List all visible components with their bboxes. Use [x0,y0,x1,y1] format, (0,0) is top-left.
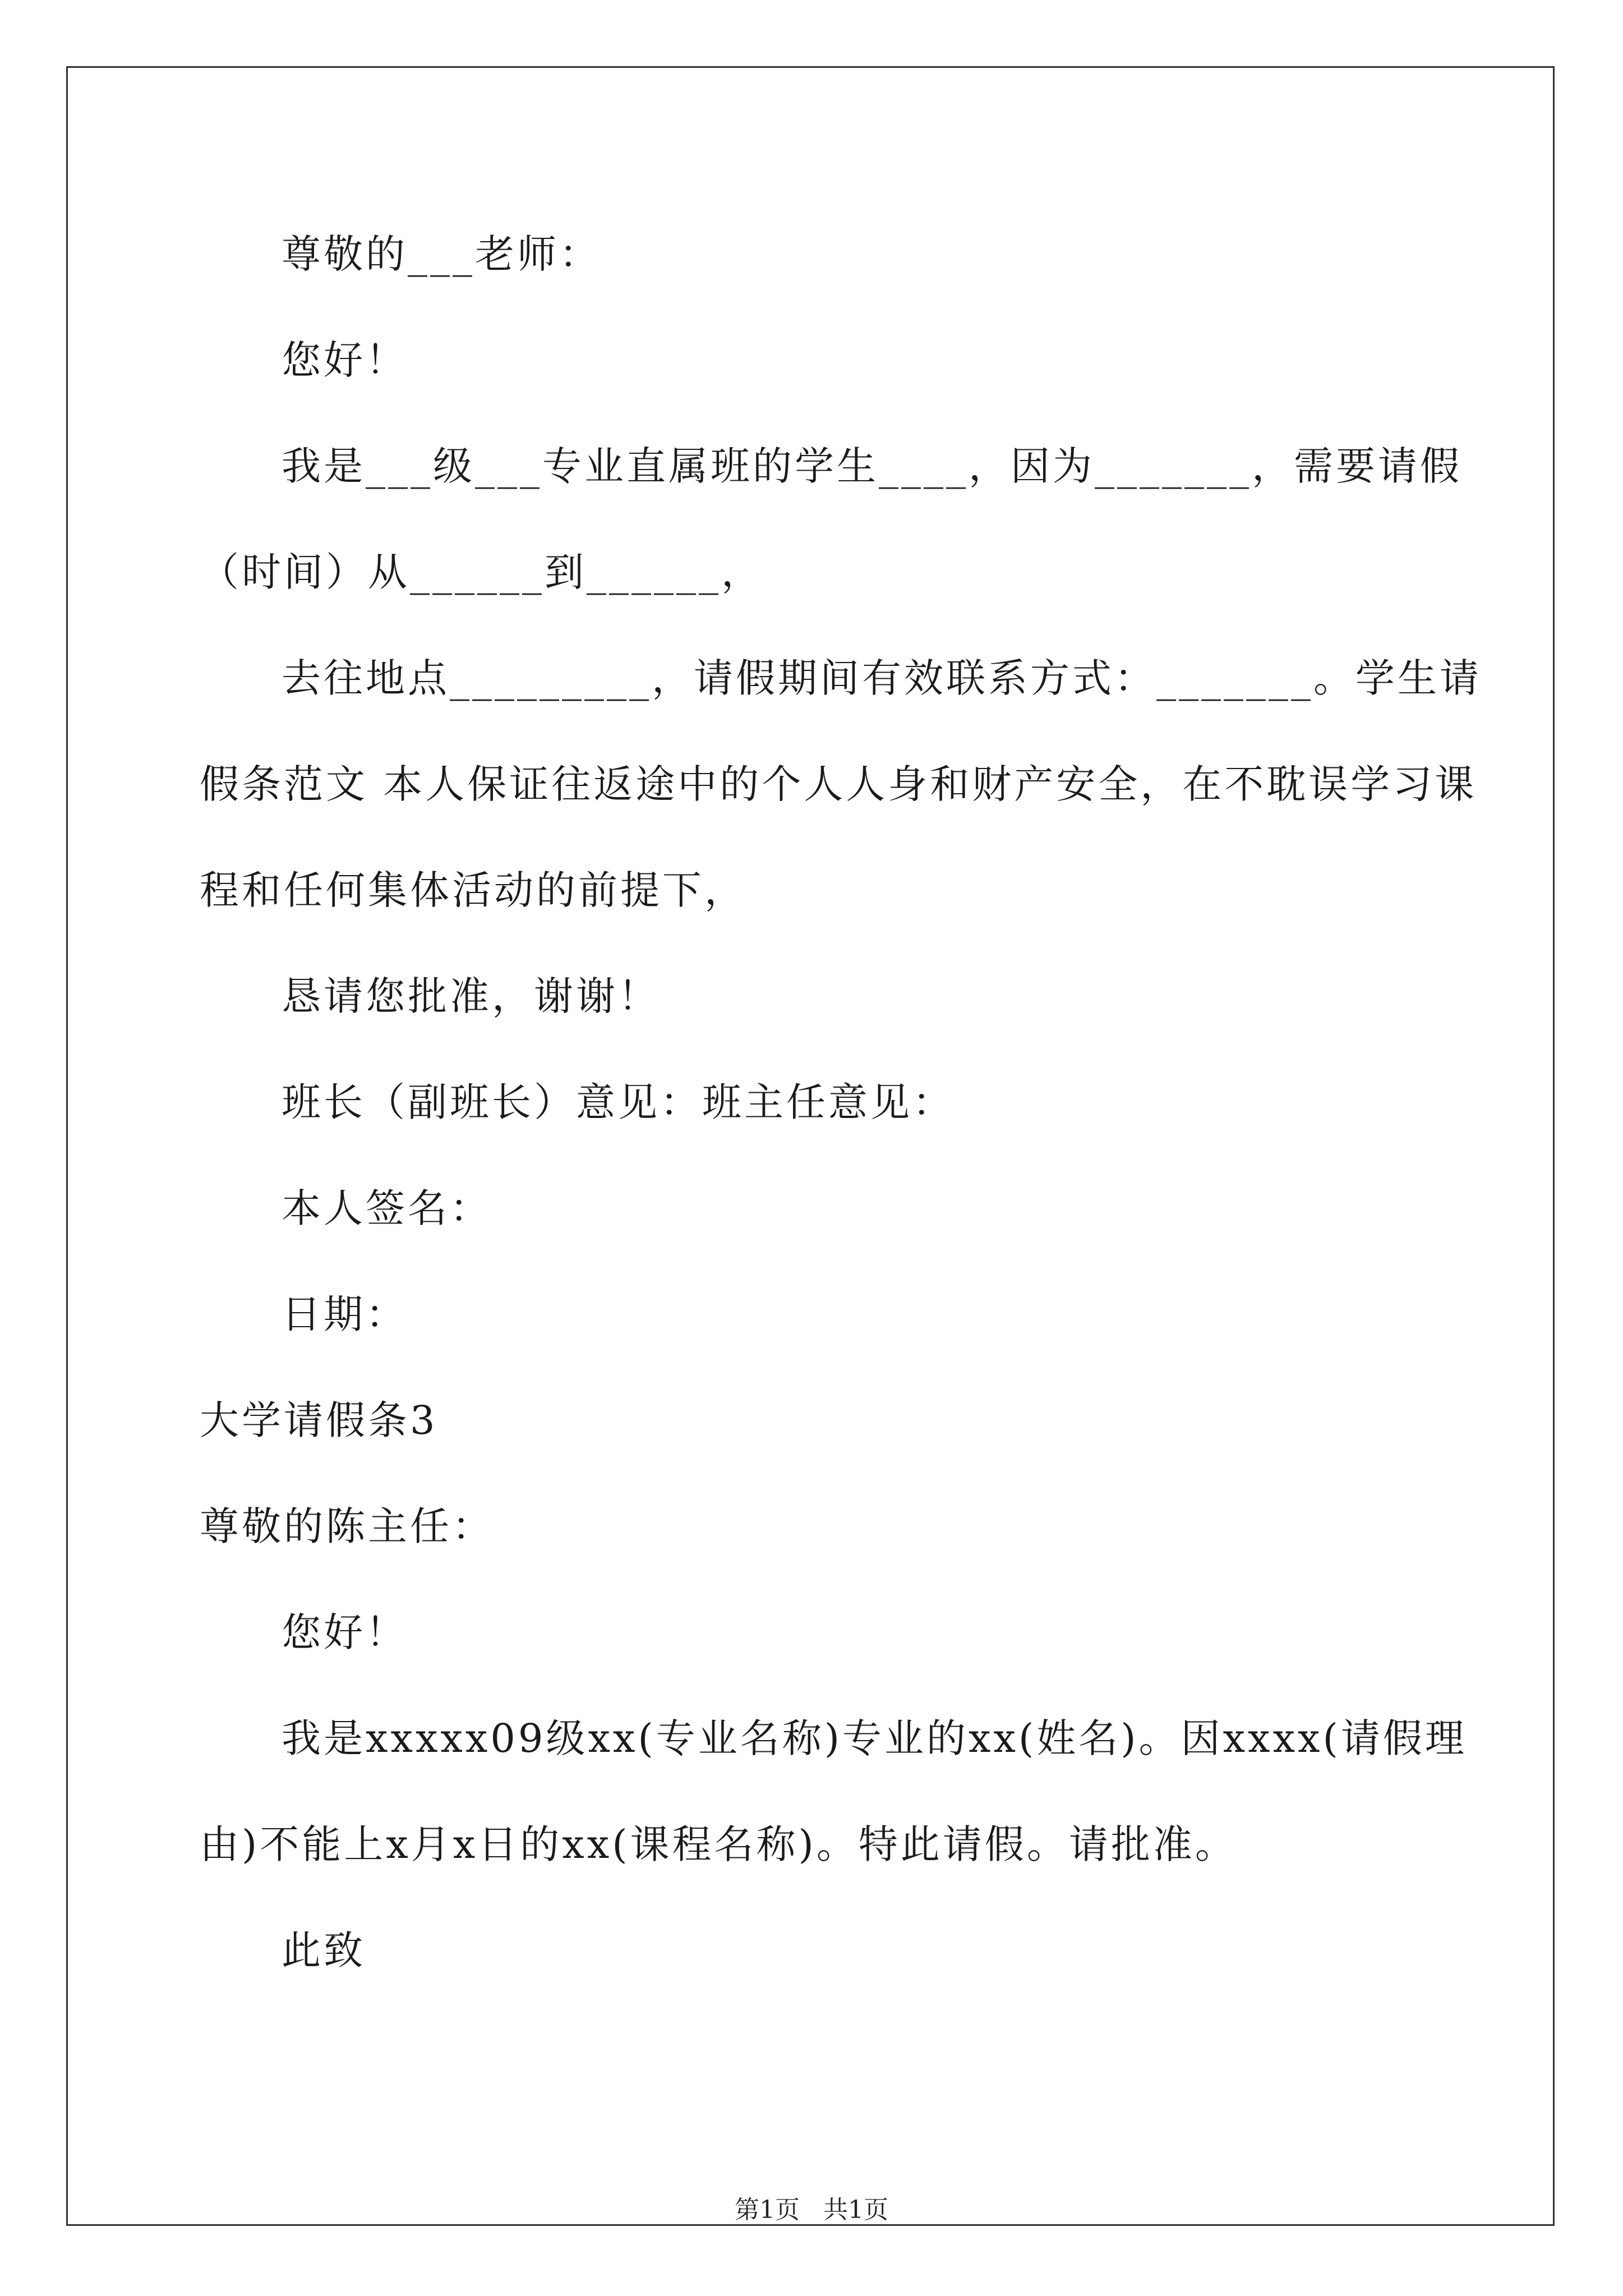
page-border [66,66,1555,2226]
section-heading: 大学请假条3 [200,1397,438,1443]
request-line: 恳请您批准，谢谢！ [282,973,660,1019]
body-line-7: 由)不能上x月x日的xx(课程名称)。特此请假。请批准。 [200,1821,1237,1867]
salutation-line: 尊敬的___老师： [282,231,601,277]
body-line-1: 我是___级___专业直属班的学生____，因为_______，需要请假 [282,443,1462,489]
body-line-3: 去往地点_________，请假期间有效联系方式：_______。学生请 [282,655,1482,701]
closing-line: 此致 [282,1927,366,1973]
approval-opinion-line: 班长（副班长）意见：班主任意见： [282,1079,955,1125]
body-line-5: 程和任何集体活动的前提下， [200,867,746,913]
greeting-line: 您好！ [282,337,408,383]
body-line-2: （时间）从______到______， [200,549,763,595]
date-line: 日期： [282,1291,408,1337]
signature-line: 本人签名： [282,1185,492,1231]
body-line-4: 假条范文 本人保证往返途中的个人人身和财产安全，在不耽误学习课 [200,761,1477,807]
salutation-line-2: 尊敬的陈主任： [200,1503,494,1549]
page-number-footer: 第1页 共1页 [735,2196,888,2224]
body-line-6: 我是xxxxx09级xx(专业名称)专业的xx(姓名)。因xxxx(请假理 [282,1715,1467,1761]
greeting-line-2: 您好！ [282,1609,408,1655]
